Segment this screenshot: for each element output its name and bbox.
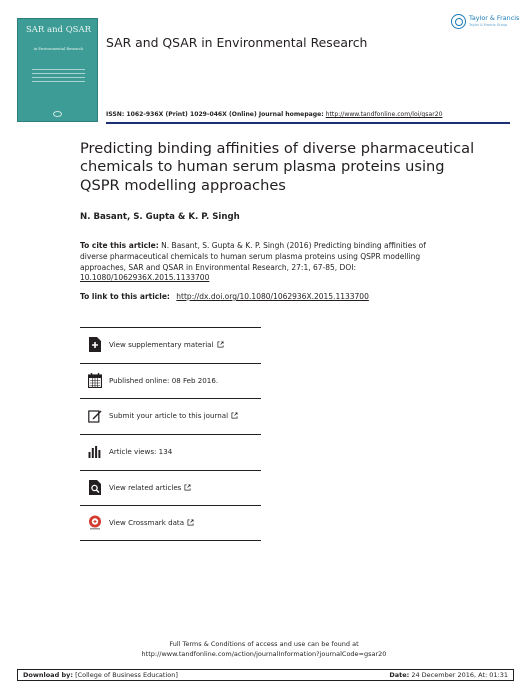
doi-link[interactable]: 10.1080/1062936X.2015.1133700	[80, 273, 210, 283]
journal-name: SAR and QSAR in Environmental Research	[106, 35, 368, 50]
download-value: [College of Business Education]	[75, 671, 178, 679]
supplementary-material-label: View supplementary material	[109, 340, 224, 349]
downloaded-by	[23, 671, 178, 679]
journal-cover[interactable]	[17, 18, 98, 122]
issn-line	[106, 111, 442, 118]
download-bar	[17, 669, 514, 681]
publisher-logo-icon	[451, 14, 466, 29]
article-authors: N. Basant, S. Gupta & K. P. Singh	[80, 212, 240, 222]
edit-icon	[88, 408, 102, 423]
plus-document-icon	[88, 337, 102, 352]
terms-footer	[0, 639, 528, 659]
publisher-logo-text: Taylor & Francis	[469, 14, 520, 22]
crossmark-label: View Crossmark data	[109, 518, 194, 527]
journal-homepage-link[interactable]: http://www.tandfonline.com/loi/gsar20	[325, 111, 443, 118]
submit-article-label: Submit your article to this journal	[109, 411, 238, 420]
crossmark-icon	[88, 515, 102, 530]
related-articles-link[interactable]	[80, 470, 261, 506]
calendar-icon	[88, 373, 102, 388]
crossmark-link[interactable]	[80, 505, 261, 541]
supplementary-material-link[interactable]	[80, 327, 261, 363]
search-document-icon	[88, 480, 102, 495]
publisher-logo	[451, 13, 520, 35]
terms-link[interactable]: http://www.tandfonline.com/action/journalInformation?journalCode=gsar20	[141, 650, 387, 658]
terms-text: Full Terms & Conditions of access and use can be found at	[169, 640, 359, 648]
article-actions	[80, 327, 261, 541]
bar-chart-icon	[88, 444, 102, 459]
issn-label: ISSN: 1062-936X (Print) 1029-046X (Online) Journal homepage:	[106, 111, 324, 118]
link-label: To link to this article:	[80, 292, 170, 301]
external-link-icon	[217, 341, 224, 348]
citation-block	[80, 241, 430, 284]
article-link-block	[80, 292, 369, 301]
article-views-info	[80, 434, 261, 470]
cite-label: To cite this article:	[80, 241, 159, 250]
external-link-icon	[184, 484, 191, 491]
published-online-label: Published online: 08 Feb 2016.	[109, 375, 219, 385]
submit-article-link[interactable]	[80, 398, 261, 434]
cover-decoration	[32, 69, 85, 85]
cover-title: SAR and QSAR	[25, 25, 92, 35]
external-link-icon	[231, 412, 238, 419]
publisher-logo-subtext: Taylor & Francis Group	[469, 23, 508, 27]
cite-text: N. Basant, S. Gupta & K. P. Singh (2016) Predicting binding affinities of diverse pharmaceutical chemicals to human serum plasma proteins using QSPR modelling approaches, SAR and QSAR in Environmental Research, 27:1, 67-85, DOI:	[80, 241, 426, 272]
header-divider	[106, 122, 510, 124]
related-articles-label: View related articles	[109, 483, 191, 492]
published-online-info	[80, 363, 261, 399]
date-label: Date:	[389, 671, 410, 679]
article-views-label: Article views: 134	[109, 447, 173, 457]
article-url-link[interactable]: http://dx.doi.org/10.1080/1062936X.2015.1133700	[176, 292, 369, 301]
external-link-icon	[187, 519, 194, 526]
article-title: Predicting binding affinities of diverse pharmaceutical chemicals to human serum plasma proteins using QSPR modelling approaches	[80, 140, 475, 194]
download-label: Download by:	[23, 671, 73, 679]
download-date	[389, 671, 508, 679]
date-value: 24 December 2016, At: 01:31	[411, 671, 508, 679]
cover-subtitle: in Environmental Research	[33, 47, 84, 51]
cover-logo-icon	[53, 111, 62, 117]
